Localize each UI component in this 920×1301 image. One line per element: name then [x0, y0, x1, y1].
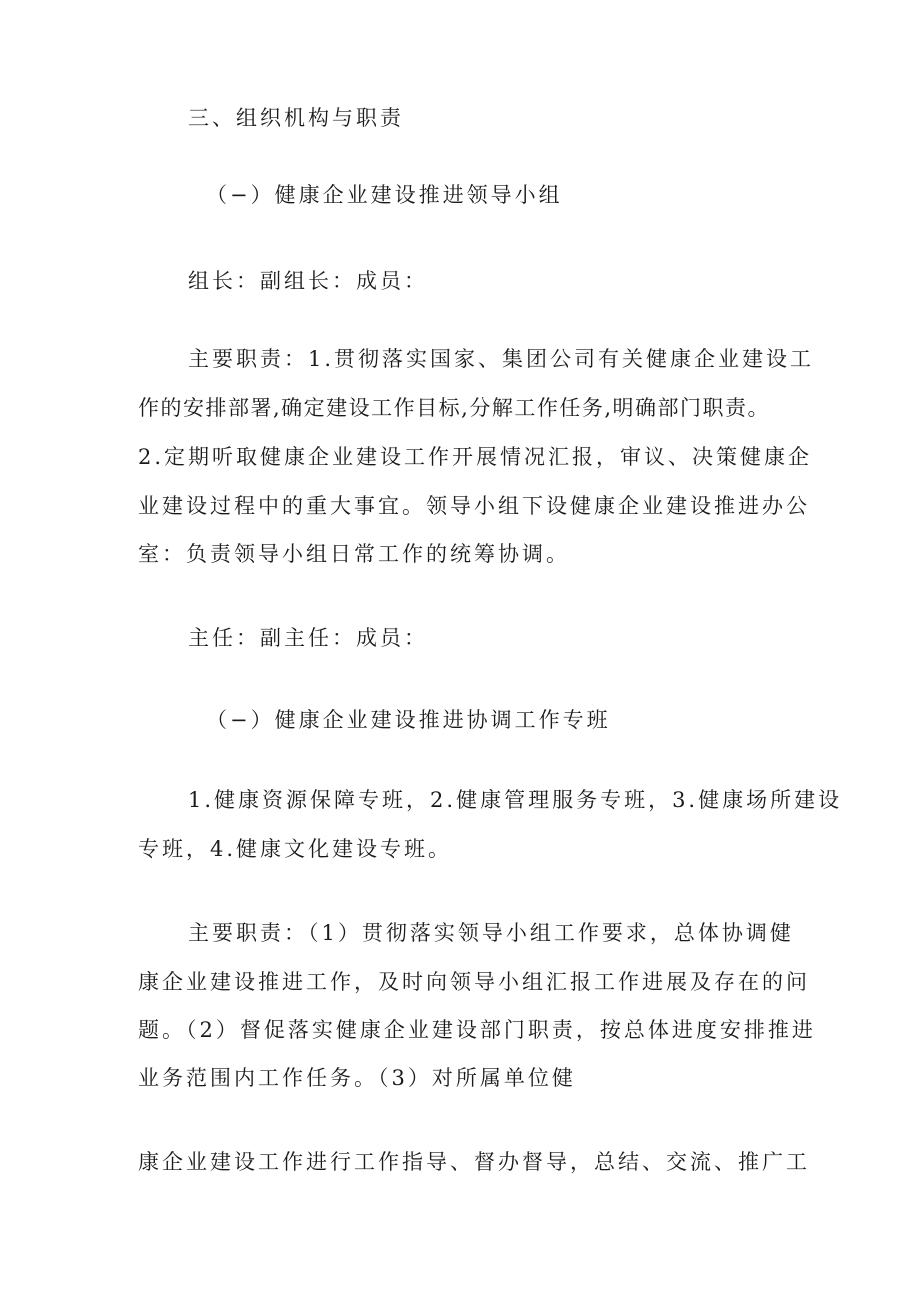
- subsection-title-coordination-team: （−）健康企业建设推进协调工作专班: [206, 708, 611, 732]
- leading-group-duties-line-2: 作的安排部署,确定建设工作目标,分解工作任务,明确部门职责。: [138, 396, 771, 420]
- coordination-duties-line-4: 业务范围内工作任务。（3）对所属单位健: [138, 1066, 576, 1090]
- coordination-teams-line-2: 专班，4.健康文化建设专班。: [138, 837, 453, 861]
- leading-group-duties-line-5: 室：负责领导小组日常工作的统筹协调。: [138, 542, 570, 566]
- leading-group-duties-line-4: 业建设过程中的重大事宜。领导小组下设健康企业建设推进办公: [138, 494, 810, 518]
- coordination-duties-line-3: 题。（2）督促落实健康企业建设部门职责，按总体进度安排推进: [138, 1018, 816, 1042]
- leading-group-members: 组长：副组长：成员：: [188, 269, 428, 293]
- coordination-teams-line-1: 1.健康资源保障专班，2.健康管理服务专班，3.健康场所建设: [188, 788, 843, 812]
- coordination-duties-line-2: 康企业建设推进工作，及时向领导小组汇报工作进展及存在的问: [138, 970, 810, 994]
- office-members: 主任：副主任：成员：: [188, 626, 428, 650]
- leading-group-duties-line-3: 2.定期听取健康企业建设工作开展情况汇报，审议、决策健康企: [138, 445, 813, 469]
- subsection-title-leading-group: （−）健康企业建设推进领导小组: [206, 183, 563, 207]
- continuation-line: 康企业建设工作进行工作指导、督办督导，总结、交流、推广工: [138, 1150, 810, 1174]
- section-heading: 三、组织机构与职责: [188, 106, 404, 130]
- coordination-duties-line-1: 主要职责：（1）贯彻落实领导小组工作要求，总体协调健: [188, 921, 794, 945]
- leading-group-duties-line-1: 主要职责：1.贯彻落实国家、集团公司有关健康企业建设工: [188, 347, 815, 371]
